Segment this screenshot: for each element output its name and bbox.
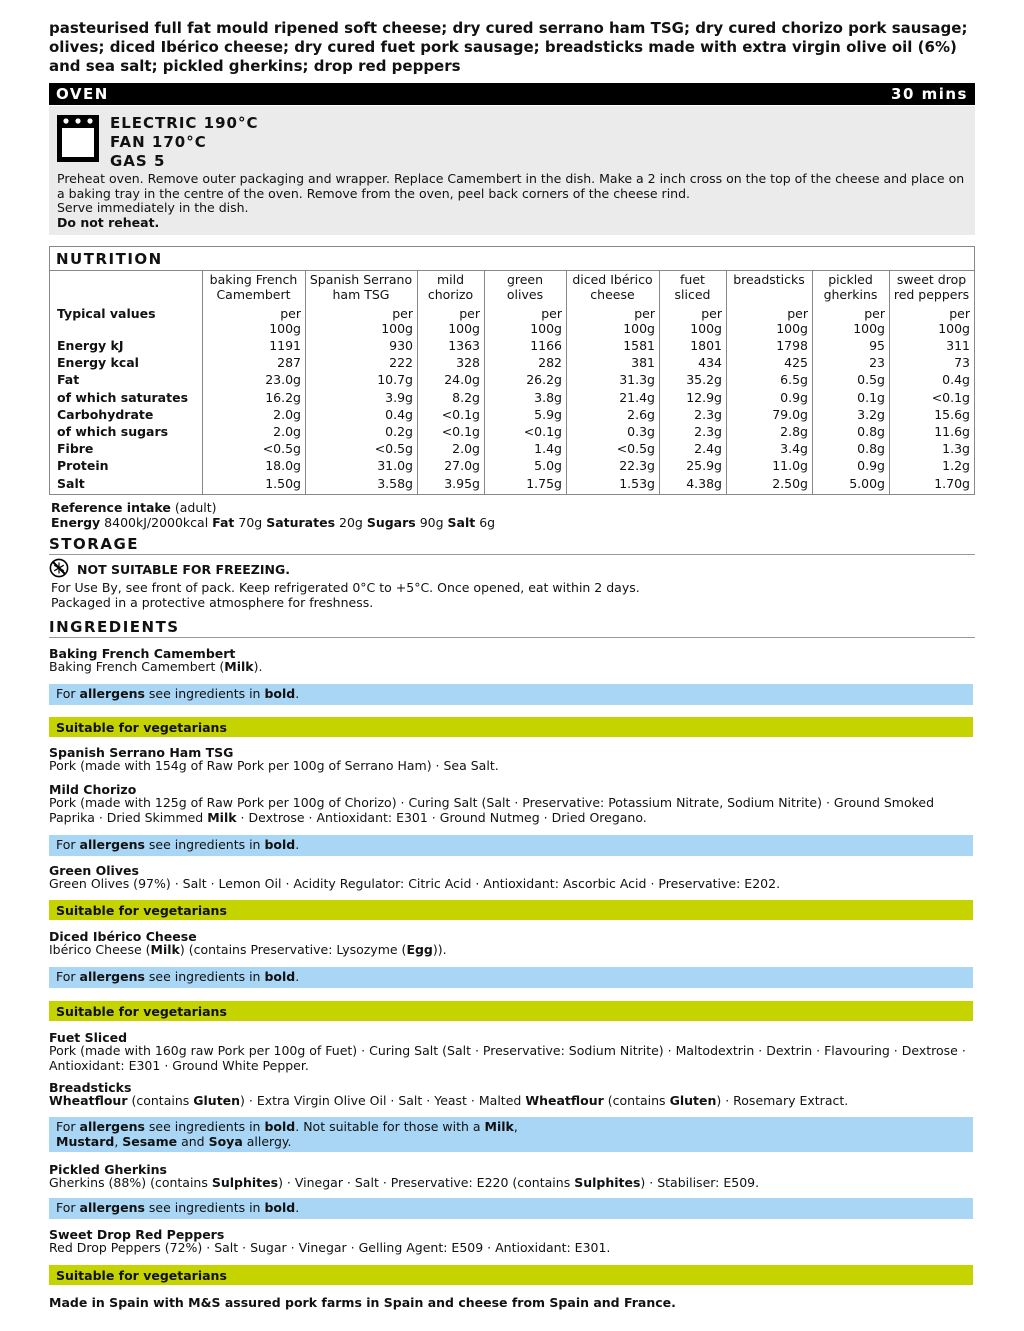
allergen-wheatflour: Wheatflour <box>49 1093 128 1108</box>
ingredient-text-breadsticks <box>49 1094 979 1109</box>
nutrient-value: 11.6g <box>934 424 970 439</box>
ref-energy-label: Energy <box>51 515 101 530</box>
nutrient-value: 5.0g <box>534 458 562 473</box>
allergens-word: allergens <box>79 969 145 984</box>
per-label: per <box>459 306 480 321</box>
nutrient-value: <0.1g <box>441 407 480 422</box>
nutrition-column-header <box>203 273 304 302</box>
nutrient-value: 3.9g <box>385 390 413 405</box>
column-header-line: green <box>506 272 544 287</box>
ingredient-text-iberico <box>49 943 979 958</box>
text-part: (contains <box>603 1093 670 1108</box>
allergen-milk: Milk <box>484 1119 514 1134</box>
vegetarian-band: Suitable for vegetarians <box>49 1265 973 1285</box>
nutrient-value: 79.0g <box>772 407 808 422</box>
allergen-note-band: For allergens see ingredients in bold. <box>49 835 973 856</box>
text-part: , <box>513 1119 518 1134</box>
nutrient-value: 282 <box>538 355 562 370</box>
nutrient-value: <0.5g <box>616 441 655 456</box>
oven-heading-bar <box>49 83 975 105</box>
typical-values-label: Typical values <box>57 306 156 321</box>
nutrition-column-header <box>485 273 565 302</box>
text-part: For <box>56 837 76 852</box>
nutrient-value: 27.0g <box>444 458 480 473</box>
nutrient-value: 16.2g <box>265 390 301 405</box>
text-part: · Dextrose · Antioxidant: E301 · Ground Nutmeg · Dried Oregano. <box>236 809 647 825</box>
per-label: per <box>634 306 655 321</box>
nutrient-value: 1.3g <box>942 441 970 456</box>
column-header-line: Camembert <box>216 286 291 302</box>
per-100g-label <box>485 307 562 336</box>
text-part: see ingredients in <box>148 1200 261 1215</box>
text-part: )). <box>432 942 447 957</box>
ref-saturates-value: 20g <box>339 515 363 530</box>
text-part: ) · Rosemary Extract. <box>716 1093 849 1108</box>
nutrient-value: 21.4g <box>619 390 655 405</box>
allergen-milk: Milk <box>207 809 237 825</box>
per-label: per <box>701 306 722 321</box>
per-unit: 100g <box>448 320 480 336</box>
per-100g-label <box>727 307 808 336</box>
freeze-warning-text: NOT SUITABLE FOR FREEZING. <box>77 562 290 577</box>
nutrient-value: 22.3g <box>619 458 655 473</box>
nutrient-value: 1.4g <box>534 441 562 456</box>
nutrient-value: 1.70g <box>934 476 970 491</box>
ingredient-name-olives: Green Olives <box>49 863 139 878</box>
nutrient-value: 2.0g <box>452 441 480 456</box>
ref-salt-label: Salt <box>447 515 476 530</box>
column-header-line: pickled <box>828 272 873 287</box>
nutrient-value: 0.8g <box>857 441 885 456</box>
allergens-word: allergens <box>79 1119 145 1134</box>
nutrient-value: 2.0g <box>273 424 301 439</box>
nutrient-label: Energy kJ <box>57 338 124 353</box>
nutrient-value: 1.53g <box>619 476 655 491</box>
nutrient-value: 0.3g <box>627 424 655 439</box>
bold-word: bold <box>264 1119 296 1134</box>
allergen-wheatflour: Wheatflour <box>525 1093 604 1108</box>
ingredients-heading: INGREDIENTS <box>49 618 975 638</box>
text-part: see ingredients in <box>148 686 261 701</box>
ingredient-name-iberico: Diced Ibérico Cheese <box>49 929 197 944</box>
per-unit: 100g <box>690 320 722 336</box>
nutrient-value: 1798 <box>776 338 808 353</box>
nutrition-heading: NUTRITION <box>56 250 163 268</box>
column-header-line: fuet <box>680 272 705 287</box>
reference-intake-qualifier: (adult) <box>174 500 217 515</box>
allergen-note-band: For allergens see ingredients in bold. <box>49 684 973 705</box>
nutrient-value: 8.2g <box>452 390 480 405</box>
bold-word: bold <box>264 969 296 984</box>
allergen-mustard: Mustard <box>56 1133 115 1149</box>
ingredient-text-chorizo <box>49 796 979 825</box>
nutrient-value: 2.6g <box>627 407 655 422</box>
nutrient-label: Fat <box>57 372 80 387</box>
nutrient-value: 0.2g <box>385 424 413 439</box>
text-part: ) (contains Preservative: Lysozyme ( <box>179 942 407 957</box>
per-100g-label <box>418 307 480 336</box>
nutrient-value: 287 <box>277 355 301 370</box>
text-part: Ibérico Cheese ( <box>49 942 151 957</box>
nutrient-value: 0.9g <box>780 390 808 405</box>
per-label: per <box>541 306 562 321</box>
nutrient-value: 23 <box>869 355 885 370</box>
nutrient-value: 31.3g <box>619 372 655 387</box>
nutrient-value: 18.0g <box>265 458 301 473</box>
no-freezing-icon <box>49 558 69 578</box>
per-label: per <box>949 306 970 321</box>
oven-instruction-line: Preheat oven. Remove outer packaging and wrapper. Replace Camembert in the dish. Make a 2 inch cross on the top of the cheese and place on a baking tray in the centre of the oven. Remove from the oven, peel back corners of the cheese rind. <box>57 171 965 201</box>
per-100g-label <box>660 307 722 336</box>
per-unit: 100g <box>623 320 655 336</box>
nutrient-value: 1801 <box>690 338 722 353</box>
ref-fat-label: Fat <box>212 515 235 530</box>
nutrition-column-header <box>418 273 483 302</box>
ingredient-name-breadsticks: Breadsticks <box>49 1080 132 1095</box>
nutrient-value: 35.2g <box>686 372 722 387</box>
bold-word: bold <box>264 1200 296 1215</box>
nutrient-value: 1191 <box>269 338 301 353</box>
oven-settings <box>110 114 258 171</box>
nutrient-value: 328 <box>456 355 480 370</box>
text-part: see ingredients in <box>148 1119 261 1134</box>
column-header-line: Spanish Serrano <box>309 272 413 287</box>
oven-setting-gas: GAS 5 <box>110 152 166 170</box>
text-part: ) · Vinegar · Salt · Preservative: E220 (contains <box>278 1175 575 1190</box>
oven-instruction-line: Serve immediately in the dish. <box>57 200 249 215</box>
storage-line: For Use By, see front of pack. Keep refrigerated 0°C to +5°C. Once opened, eat within 2 days. <box>51 580 640 595</box>
nutrient-value: 222 <box>389 355 413 370</box>
nutrient-value: 311 <box>946 338 970 353</box>
nutrient-value: 1166 <box>530 338 562 353</box>
nutrient-value: 3.95g <box>444 476 480 491</box>
nutrient-value: 6.5g <box>780 372 808 387</box>
nutrient-value: 5.9g <box>534 407 562 422</box>
text-part: ) · Stabiliser: E509. <box>640 1175 760 1190</box>
reference-intake <box>51 500 495 530</box>
nutrient-value: 0.1g <box>857 390 885 405</box>
nutrient-label: of which saturates <box>57 390 189 405</box>
text-part: For <box>56 969 76 984</box>
allergen-soya: Soya <box>208 1133 243 1149</box>
allergen-note-band: For allergens see ingredients in bold. <box>49 1198 973 1219</box>
nutrient-value: 0.4g <box>942 372 970 387</box>
allergens-word: allergens <box>79 686 145 701</box>
text-part: ) · Extra Virgin Olive Oil · Salt · Yeast · Malted <box>240 1093 526 1108</box>
allergen-milk: Milk <box>224 659 254 674</box>
text-part: and <box>177 1133 209 1149</box>
ingredient-text-olives: Green Olives (97%) · Salt · Lemon Oil · Acidity Regulator: Citric Acid · Antioxidant: Ascorbic Acid · Preservative: E202. <box>49 876 781 891</box>
allergen-note-band: For allergens see ingredients in bold. <box>49 967 973 988</box>
nutrient-value: 2.0g <box>273 407 301 422</box>
per-label: per <box>864 306 885 321</box>
nutrition-column-header <box>567 273 658 302</box>
ingredient-text-serrano: Pork (made with 154g of Raw Pork per 100g of Serrano Ham) · Sea Salt. <box>49 758 499 773</box>
nutrient-value: 3.58g <box>377 476 413 491</box>
allergen-sulphites: Sulphites <box>574 1175 641 1190</box>
oven-icon <box>57 115 99 162</box>
text-part: Gherkins (88%) (contains <box>49 1175 212 1190</box>
allergen-sesame: Sesame <box>122 1133 178 1149</box>
nutrient-value: 1.2g <box>942 458 970 473</box>
nutrient-value: 0.4g <box>385 407 413 422</box>
nutrient-value: 3.4g <box>780 441 808 456</box>
text-part: see ingredients in <box>148 969 261 984</box>
allergen-milk: Milk <box>150 942 180 957</box>
column-header-line: cheese <box>590 286 635 302</box>
product-title: pasteurised full fat mould ripened soft cheese; dry cured serrano ham TSG; dry cured chorizo pork sausage; olives; diced Ibérico cheese; dry cured fuet pork sausage; breadsticks made with extra virgin olive oil (6%) and sea salt; pickled gherkins; drop red peppers <box>49 19 968 75</box>
ref-fat-value: 70g <box>238 515 263 530</box>
per-label: per <box>787 306 808 321</box>
vegetarian-band: Suitable for vegetarians <box>49 717 973 737</box>
nutrient-value: 1363 <box>448 338 480 353</box>
nutrient-value: 425 <box>784 355 808 370</box>
nutrient-value: 0.8g <box>857 424 885 439</box>
per-100g-label <box>203 307 301 336</box>
nutrient-value: 5.00g <box>849 476 885 491</box>
ingredient-name-camembert: Baking French Camembert <box>49 646 236 661</box>
reference-intake-label: Reference intake <box>51 500 171 515</box>
nutrition-column-header <box>306 273 416 302</box>
nutrient-value: <0.1g <box>441 424 480 439</box>
nutrient-value: 2.50g <box>772 476 808 491</box>
column-header-line: mild <box>436 272 465 287</box>
nutrient-value: 11.0g <box>772 458 808 473</box>
storage-heading: STORAGE <box>49 535 975 555</box>
nutrient-value: 95 <box>869 338 885 353</box>
ingredient-name-peppers: Sweet Drop Red Peppers <box>49 1227 225 1242</box>
nutrient-label: Fibre <box>57 441 94 456</box>
allergens-word: allergens <box>79 837 145 852</box>
nutrient-value: 2.8g <box>780 424 808 439</box>
nutrient-value: 73 <box>954 355 970 370</box>
per-unit: 100g <box>853 320 885 336</box>
column-header-line: diced Ibérico <box>572 272 653 287</box>
nutrient-value: 1.50g <box>265 476 301 491</box>
oven-warning: Do not reheat. <box>57 214 160 230</box>
origin-statement: Made in Spain with M&S assured pork farms in Spain and cheese from Spain and France. <box>49 1295 676 1310</box>
nutrient-value: <0.1g <box>931 390 970 405</box>
nutrient-value: 31.0g <box>377 458 413 473</box>
nutrient-label: Protein <box>57 458 109 473</box>
text-part: Pork (made with 125g of Raw Pork per 100g of Chorizo) · Curing Salt (Salt · Preservative: Potassium Nitrate, Sodium Nitrite) · Ground Smoked Paprika · Dried Skimmed <box>49 795 935 825</box>
nutrient-value: 930 <box>389 338 413 353</box>
ingredient-text-gherkins <box>49 1176 979 1191</box>
text-part: (contains <box>127 1093 194 1108</box>
nutrient-label: of which sugars <box>57 424 169 439</box>
storage-line: Packaged in a protective atmosphere for freshness. <box>51 594 374 610</box>
column-header-line: baking French <box>209 272 298 287</box>
nutrition-divider <box>50 270 974 271</box>
per-unit: 100g <box>381 320 413 336</box>
per-label: per <box>280 306 301 321</box>
column-header-line: ham TSG <box>332 286 390 302</box>
nutrient-value: 434 <box>698 355 722 370</box>
per-100g-label <box>890 307 970 336</box>
oven-setting-electric: ELECTRIC 190°C <box>110 114 259 132</box>
text-part: Baking French Camembert ( <box>49 659 225 674</box>
text-part: see ingredients in <box>148 837 261 852</box>
ingredient-text-camembert <box>49 660 979 675</box>
nutrient-label: Energy kcal <box>57 355 139 370</box>
oven-instructions-box <box>49 106 975 235</box>
oven-time: 30 mins <box>891 85 968 103</box>
per-unit: 100g <box>269 320 301 336</box>
text-part: For <box>56 1200 76 1215</box>
nutrient-value: 0.5g <box>857 372 885 387</box>
allergen-gluten: Gluten <box>193 1093 241 1108</box>
column-header-line: sliced <box>674 286 711 302</box>
allergens-word: allergens <box>79 1200 145 1215</box>
nutrient-value: <0.5g <box>262 441 301 456</box>
allergen-sulphites: Sulphites <box>211 1175 279 1190</box>
nutrition-column-header <box>890 273 973 302</box>
per-100g-label <box>306 307 413 336</box>
vegetarian-band: Suitable for vegetarians <box>49 1001 973 1021</box>
ingredient-name-chorizo: Mild Chorizo <box>49 782 137 797</box>
nutrient-value: 4.38g <box>686 476 722 491</box>
ingredient-name-serrano: Spanish Serrano Ham TSG <box>49 745 234 760</box>
nutrient-value: <0.5g <box>374 441 413 456</box>
nutrient-value: 25.9g <box>686 458 722 473</box>
column-header-line: breadsticks <box>733 272 805 287</box>
ref-saturates-label: Saturates <box>266 515 336 530</box>
text-part: For <box>56 1119 76 1134</box>
text-part: . Not suitable for those with a <box>295 1119 485 1134</box>
oven-instructions <box>57 172 969 230</box>
text-part: allergy. <box>242 1133 292 1149</box>
ingredient-name-gherkins: Pickled Gherkins <box>49 1162 167 1177</box>
nutrient-value: 1.75g <box>526 476 562 491</box>
text-part: ). <box>253 659 263 674</box>
nutrient-value: 2.3g <box>694 407 722 422</box>
nutrient-value: 3.8g <box>534 390 562 405</box>
nutrient-value: 15.6g <box>934 407 970 422</box>
nutrient-value: 26.2g <box>526 372 562 387</box>
oven-setting-fan: FAN 170°C <box>110 133 207 151</box>
nutrient-label: Carbohydrate <box>57 407 154 422</box>
nutrient-value: 0.9g <box>857 458 885 473</box>
column-header-line: olives <box>506 286 544 302</box>
column-header-line: red peppers <box>893 286 970 302</box>
text-part: For <box>56 686 76 701</box>
vegetarian-band: Suitable for vegetarians <box>49 900 973 920</box>
per-unit: 100g <box>530 320 562 336</box>
ingredient-name-fuet: Fuet Sliced <box>49 1030 128 1045</box>
nutrient-value: 3.2g <box>857 407 885 422</box>
nutrient-value: 23.0g <box>265 372 301 387</box>
bold-word: bold <box>264 837 296 852</box>
per-100g-label <box>813 307 885 336</box>
ref-sugars-value: 90g <box>419 515 444 530</box>
nutrient-label: Salt <box>57 476 85 491</box>
column-header-line: sweet drop <box>896 272 967 287</box>
nutrient-value: 12.9g <box>686 390 722 405</box>
storage-instructions <box>51 581 640 610</box>
nutrition-column-header <box>813 273 888 302</box>
per-100g-label <box>567 307 655 336</box>
text-part: , <box>114 1133 123 1149</box>
ref-salt-value: 6g <box>479 515 496 530</box>
allergen-note-band-breadsticks <box>49 1117 973 1152</box>
allergen-egg: Egg <box>406 942 433 957</box>
nutrition-column-header <box>660 273 725 302</box>
per-unit: 100g <box>776 320 808 336</box>
nutrient-value: 381 <box>631 355 655 370</box>
bold-word: bold <box>264 686 296 701</box>
allergen-gluten: Gluten <box>669 1093 717 1108</box>
nutrient-value: 2.4g <box>694 441 722 456</box>
nutrient-value: 2.3g <box>694 424 722 439</box>
nutrition-table <box>49 246 975 495</box>
ingredient-text-peppers: Red Drop Peppers (72%) · Salt · Sugar · Vinegar · Gelling Agent: E509 · Antioxidant: E301. <box>49 1240 611 1255</box>
ref-energy-value: 8400kJ/2000kcal <box>104 515 209 530</box>
oven-heading: OVEN <box>56 85 109 103</box>
column-header-line: chorizo <box>427 286 474 302</box>
nutrient-value: <0.1g <box>523 424 562 439</box>
nutrient-value: 1581 <box>623 338 655 353</box>
nutrient-value: 10.7g <box>377 372 413 387</box>
column-header-line: gherkins <box>823 286 878 302</box>
per-label: per <box>392 306 413 321</box>
per-unit: 100g <box>938 320 970 336</box>
nutrition-column-header <box>727 273 811 288</box>
nutrient-value: 24.0g <box>444 372 480 387</box>
ingredient-text-fuet: Pork (made with 160g raw Pork per 100g of Fuet) · Curing Salt (Salt · Preservative: Sodium Nitrite) · Maltodextrin · Dextrin · Flavouring · Dextrose · Antioxidant: E301 · Ground White Pepper. <box>49 1043 966 1073</box>
ref-sugars-label: Sugars <box>366 515 416 530</box>
